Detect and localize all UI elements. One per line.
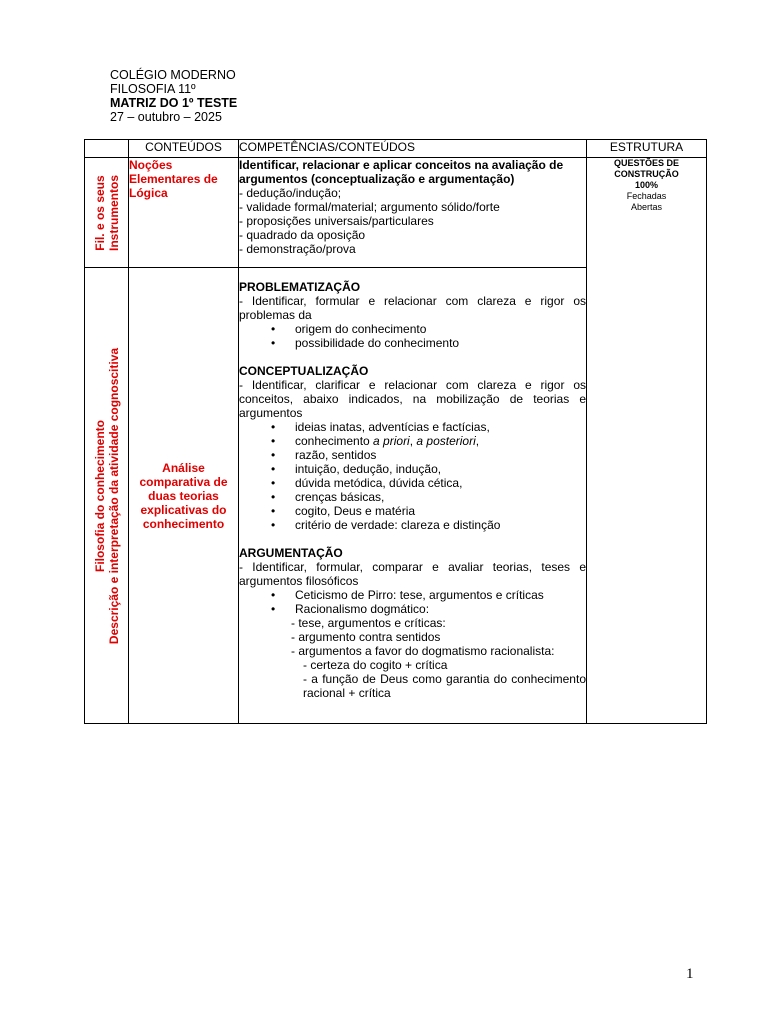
header-empty-cell — [85, 140, 129, 158]
competences-logic — [239, 158, 587, 268]
list-item: - validade formal/material; argumento sólido/forte — [239, 200, 500, 214]
table-header-row — [85, 140, 707, 158]
list-item: • possibilidade do conhecimento — [239, 336, 586, 350]
school-name: COLÉGIO MODERNO — [110, 68, 236, 82]
side-label-line: Instrumentos — [106, 174, 121, 251]
list-item: • crenças básicas, — [239, 490, 586, 504]
side-label-line: Descrição e interpretação da atividade cognoscitiva — [106, 347, 121, 644]
bullet-list — [239, 420, 586, 532]
header-contents: CONTEÚDOS — [129, 140, 239, 158]
list-item: • ideias inatas, adventícias e factícias, — [239, 420, 586, 434]
topic-logic: Noções Elementares de Lógica — [129, 158, 239, 268]
list-item: • critério de verdade: clareza e distinção — [239, 518, 586, 532]
sub-item: - certeza do cogito + crítica — [303, 658, 448, 672]
header-competences: COMPETÊNCIAS/CONTEÚDOS — [239, 140, 587, 158]
section-title-problematization: PROBLEMATIZAÇÃO — [239, 280, 361, 294]
list-item: • dúvida metódica, dúvida cética, — [239, 476, 586, 490]
list-item: - proposições universais/particulares — [239, 214, 434, 228]
section-text: - Identificar, formular, comparar e avaliar teorias, teses e argumentos filosóficos — [239, 560, 586, 588]
document-title: MATRIZ DO 1º TESTE — [110, 96, 238, 110]
list-item: • conhecimento a priori, a posteriori, — [239, 434, 586, 448]
header-structure: ESTRUTURA — [587, 140, 707, 158]
document-date: 27 – outubro – 2025 — [110, 110, 222, 124]
section-text: - Identificar, clarificar e relacionar com clareza e rigor os conceitos, abaixo indicados, na mobilização de teorias e argumentos — [239, 378, 586, 420]
list-item: - dedução/indução; — [239, 186, 342, 200]
structure-line: Abertas — [630, 202, 663, 212]
competence-heading: Identificar, relacionar e aplicar conceitos na avaliação de argumentos (conceptualização e argumentação) — [239, 158, 564, 186]
structure-line: QUESTÕES DE — [613, 158, 679, 168]
side-label-cell — [85, 268, 129, 724]
structure-cell — [587, 158, 707, 724]
structure-line: Fechadas — [626, 191, 667, 201]
list-item: • origem do conhecimento — [239, 322, 586, 336]
subject-name: FILOSOFIA 11º — [110, 82, 196, 96]
bullet-list — [239, 322, 586, 350]
list-item: • Ceticismo de Pirro: tese, argumentos e críticas — [239, 588, 586, 602]
list-item: • Racionalismo dogmático: — [239, 602, 586, 616]
list-item: - demonstração/prova — [239, 242, 356, 256]
side-label-logic — [93, 174, 121, 250]
list-item: • razão, sentidos — [239, 448, 586, 462]
sub-item: - tese, argumentos e críticas: — [291, 616, 446, 630]
section-title-argumentation: ARGUMENTAÇÃO — [239, 546, 343, 560]
page-number: 1 — [686, 966, 694, 982]
side-label-cell — [85, 158, 129, 268]
sub-item: - a função de Deus como garantia do conhecimento racional + crítica — [303, 672, 586, 700]
side-label-knowledge — [93, 347, 121, 643]
structure-line: 100% — [634, 180, 659, 190]
test-matrix-table — [84, 139, 707, 724]
section-text: - Identificar, formular e relacionar com clareza e rigor os problemas da — [239, 294, 586, 322]
sub-item: - argumentos a favor do dogmatismo racionalista: — [291, 644, 555, 658]
side-label-line: Fil. e os seus — [92, 174, 107, 251]
bullet-list — [239, 588, 586, 616]
sub-item: - argumento contra sentidos — [291, 630, 441, 644]
side-label-line: Filosofia do conhecimento — [92, 419, 107, 572]
table-row — [85, 158, 707, 268]
document-header — [110, 68, 237, 124]
list-item: • intuição, dedução, indução, — [239, 462, 586, 476]
list-item: • cogito, Deus e matéria — [239, 504, 586, 518]
structure-line: CONSTRUÇÃO — [614, 169, 679, 179]
section-title-conceptualization: CONCEPTUALIZAÇÃO — [239, 364, 369, 378]
competences-knowledge — [239, 268, 587, 724]
list-item: - quadrado da oposição — [239, 228, 366, 242]
topic-knowledge: Análise comparativa de duas teorias explicativas do conhecimento — [129, 268, 239, 724]
